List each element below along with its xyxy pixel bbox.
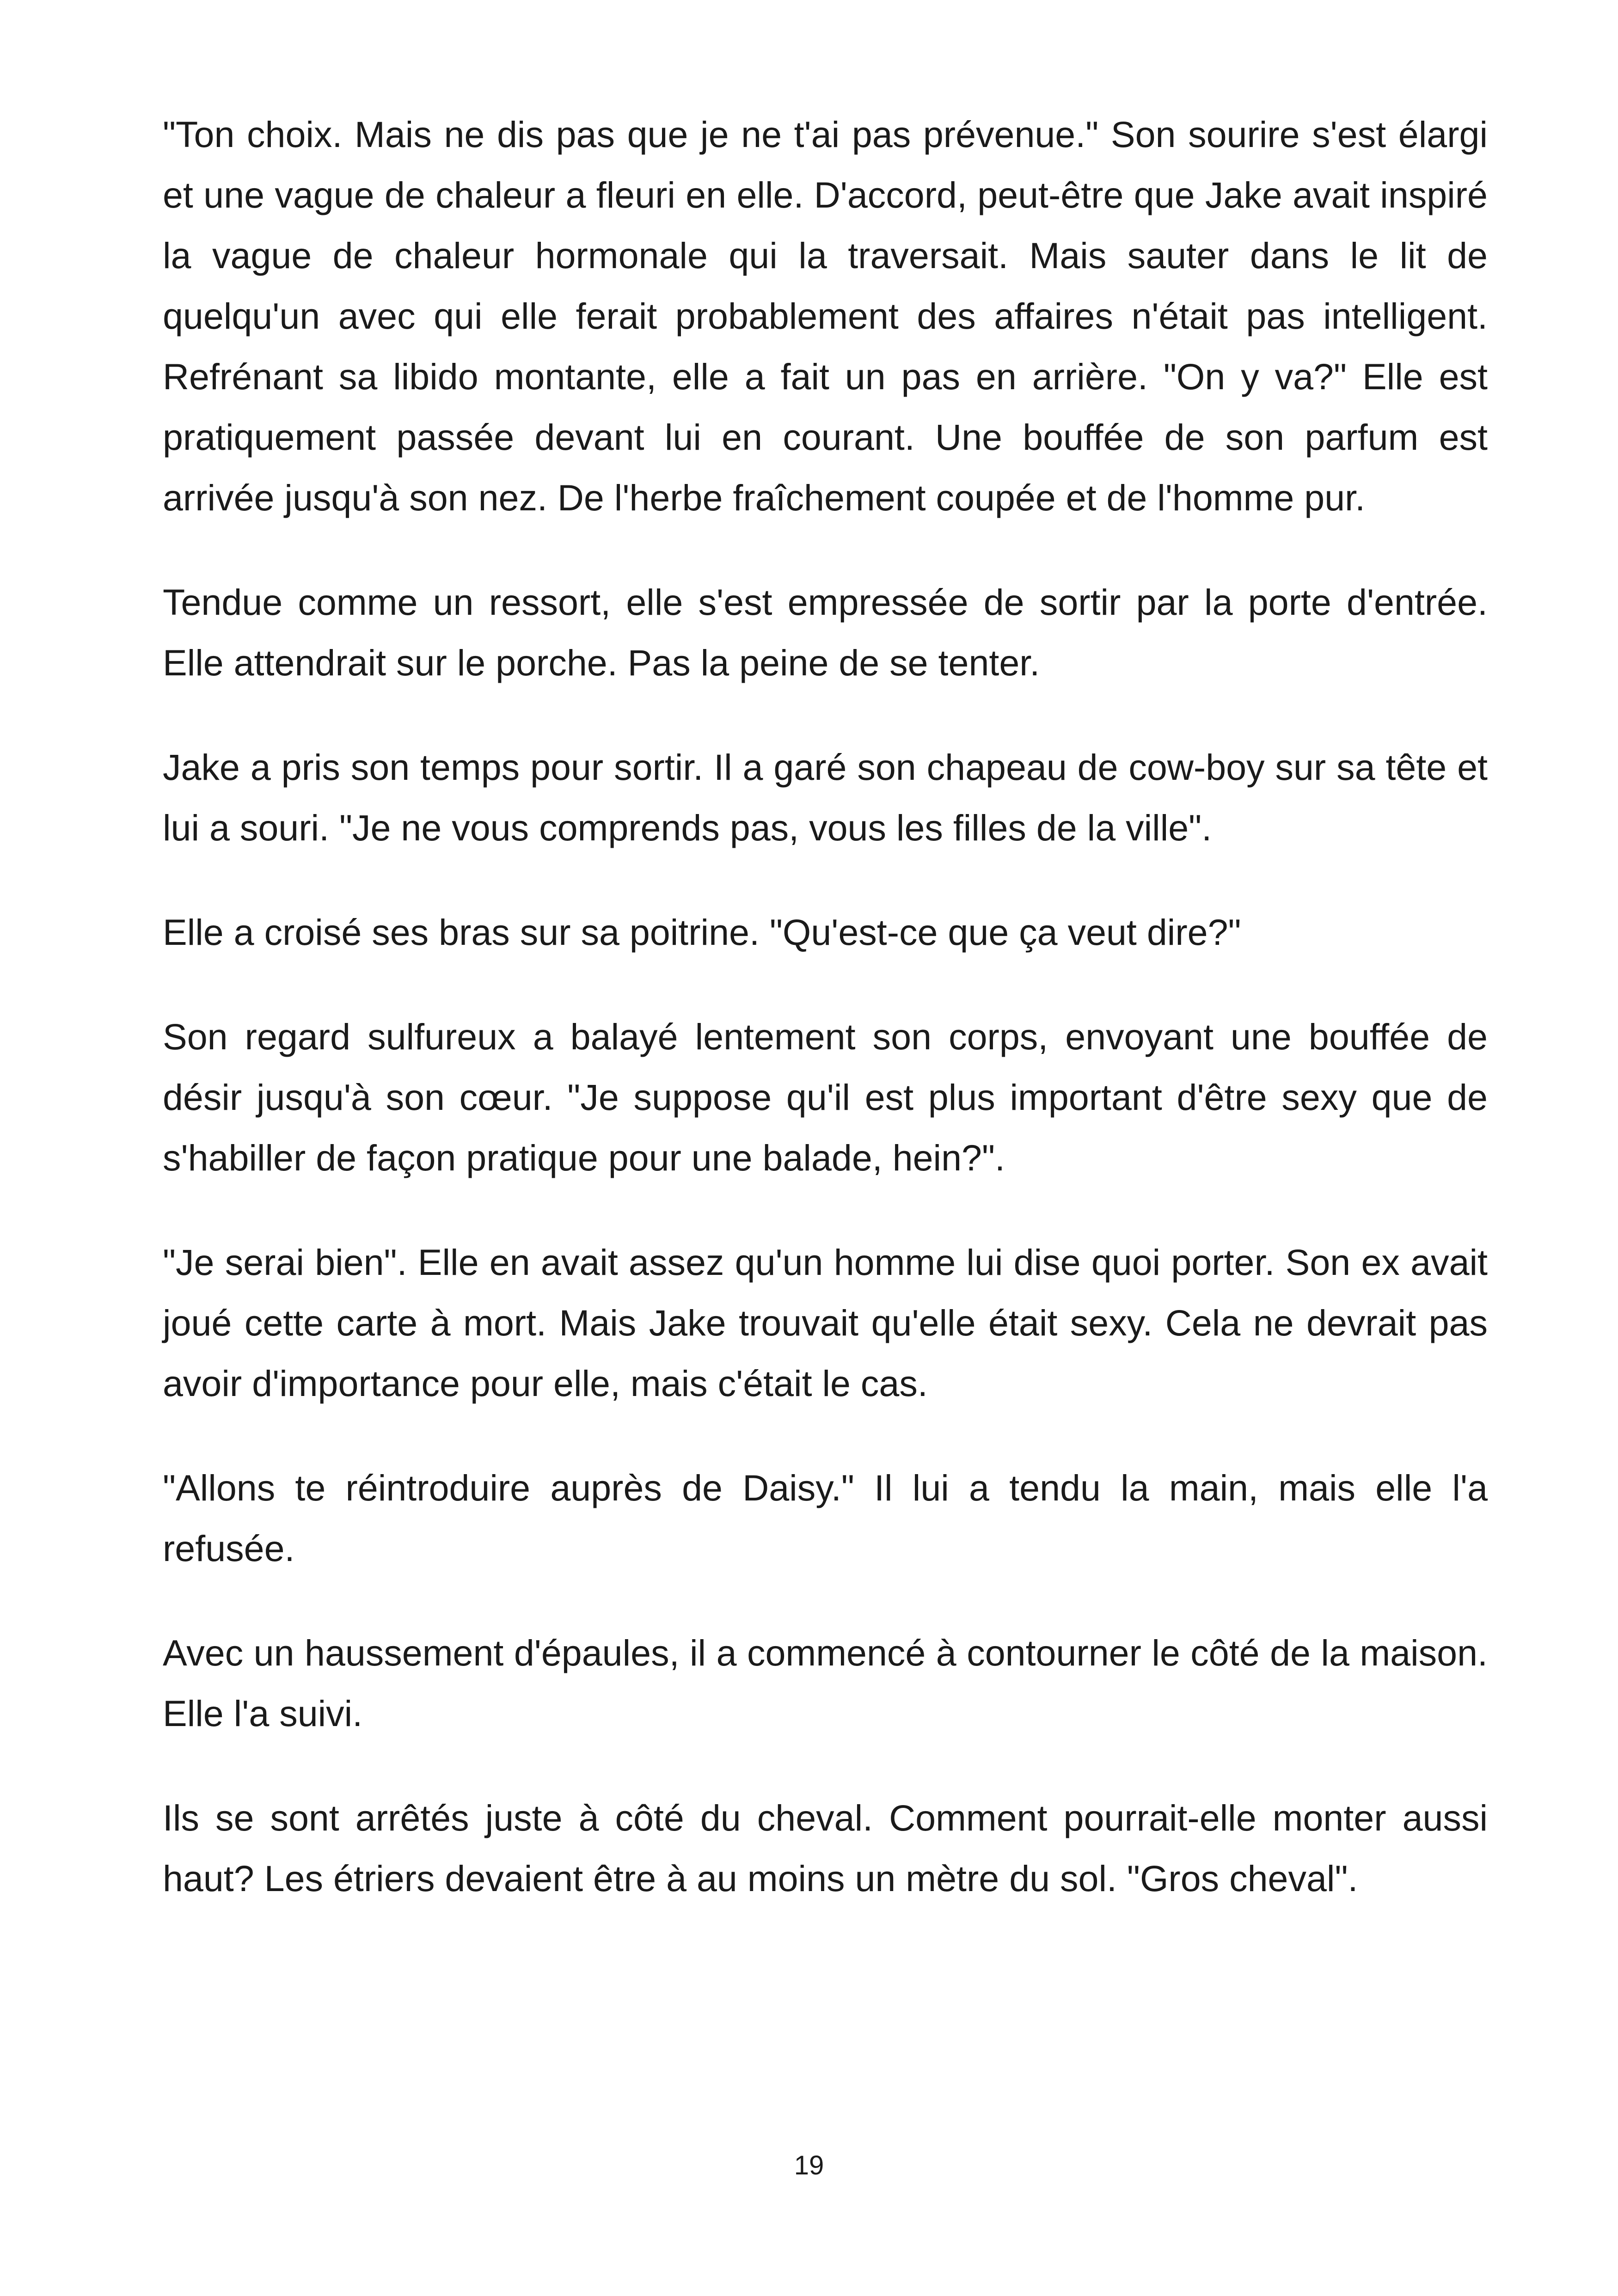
paragraph: Tendue comme un ressort, elle s'est empressée de sortir par la porte d'entrée. Elle attendrait sur le porche. Pas la peine de se tenter. [163,582,1488,683]
paragraph: Ils se sont arrêtés juste à côté du cheval. Comment pourrait-elle monter aussi haut? Les étriers devaient être à au moins un mètre du sol. "Gros cheval". [163,1797,1488,1899]
paragraph: "Je serai bien". Elle en avait assez qu'un homme lui dise quoi porter. Son ex avait joué cette carte à mort. Mais Jake trouvait qu'elle était sexy. Cela ne devrait pas avoir d'importance pour elle, mais c'était le cas. [163,1242,1488,1404]
paragraph: Elle a croisé ses bras sur sa poitrine. "Qu'est-ce que ça veut dire?" [163,912,1241,953]
body-text [163,104,1488,1953]
paragraph: Son regard sulfureux a balayé lentement son corps, envoyant une bouffée de désir jusqu'à son cœur. "Je suppose qu'il est plus important d'être sexy que de s'habiller de façon pratique pour une balade, hein?". [163,1016,1488,1178]
page-number: 19 [794,2150,824,2180]
paragraph: "Ton choix. Mais ne dis pas que je ne t'ai pas prévenue." Son sourire s'est élargi et une vague de chaleur a fleuri en elle. D'accord, peut-être que Jake avait inspiré la vague de chaleur hormonale qui la traversait. Mais sauter dans le lit de quelqu'un avec qui elle ferait probablement des affaires n'était pas intelligent. Refrénant sa libido montante, elle a fait un pas en arrière. "On y va?" Elle est pratiquement passée devant lui en courant. Une bouffée de son parfum est arrivée jusqu'à son nez. De l'herbe fraîchement coupée et de l'homme pur. [163,114,1488,518]
paragraph: "Allons te réintroduire auprès de Daisy." Il lui a tendu la main, mais elle l'a refusée. [163,1467,1488,1569]
paragraph: Avec un haussement d'épaules, il a commencé à contourner le côté de la maison. Elle l'a suivi. [163,1632,1488,1734]
paragraph: Jake a pris son temps pour sortir. Il a garé son chapeau de cow-boy sur sa tête et lui a souri. "Je ne vous comprends pas, vous les filles de la ville". [163,747,1488,848]
